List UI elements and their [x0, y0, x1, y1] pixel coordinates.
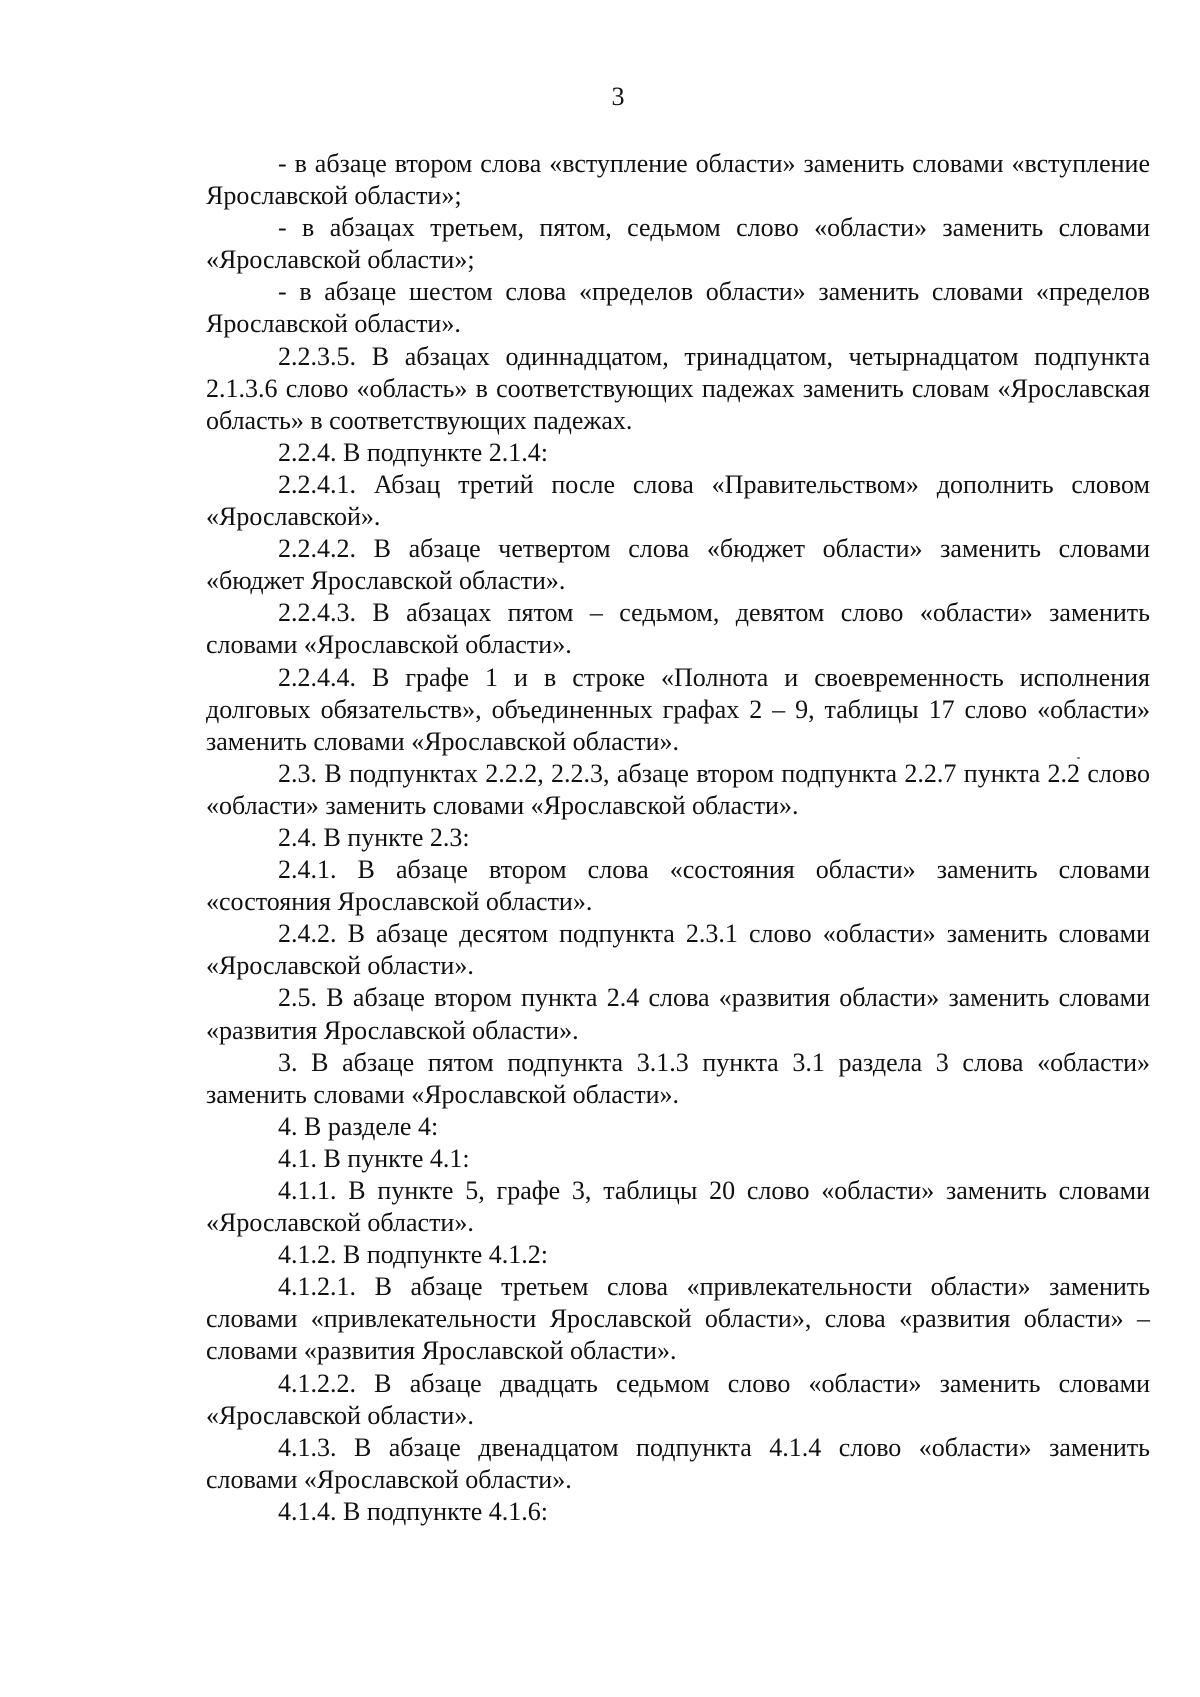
scan-speck: [1077, 757, 1080, 759]
paragraph: - в абзаце втором слова «вступление области» заменить словами «вступление Ярославской области»;: [206, 149, 1150, 211]
paragraph: 4.1.3. В абзаце двенадцатом подпункта 4.1.4 слово «области» заменить словами «Ярославской области».: [206, 1432, 1150, 1494]
document-body: [206, 148, 1150, 1528]
paragraph: 4.1.2.2. В абзаце двадцать седьмом слово «области» заменить словами «Ярославской области».: [206, 1368, 1150, 1430]
paragraph: 2.2.4.1. Абзац третий после слова «Правительством» дополнить словом «Ярославской».: [206, 469, 1150, 532]
paragraph: 2.5. В абзаце втором пункта 2.4 слова «развития области» заменить словами «развития Ярославской области».: [206, 983, 1150, 1045]
paragraph: 2.2.3.5. В абзацах одиннадцатом, тринадцатом, четырнадцатом подпункта 2.1.3.6 слово «область» в соответствующих падежах заменить словам «Ярославская область» в соответствующих падежах.: [206, 341, 1150, 435]
paragraph: 4.1.1. В пункте 5, графе 3, таблицы 20 слово «области» заменить словами «Ярославской области».: [206, 1176, 1150, 1238]
paragraph: 2.4.2. В абзаце десятом подпункта 2.3.1 слово «области» заменить словами «Ярославской области».: [206, 919, 1150, 981]
paragraph: 4.1.4. В подпункте 4.1.6:: [278, 1496, 548, 1526]
paragraph: 2.4. В пункте 2.3:: [278, 822, 470, 852]
paragraph: - в абзаце шестом слова «пределов области» заменить словами «пределов Ярославской области».: [206, 277, 1150, 339]
paragraph: 4. В разделе 4:: [278, 1111, 439, 1141]
page-number: 3: [611, 82, 625, 111]
paragraph: 2.2.4. В подпункте 2.1.4:: [278, 437, 548, 467]
paragraph: 3. В абзаце пятом подпункта 3.1.3 пункта 3.1 раздела 3 слова «области» заменить словами «Ярославской области».: [206, 1047, 1150, 1109]
paragraph: 4.1.2.1. В абзаце третьем слова «привлекательности области» заменить словами «привлекательности Ярославской области», слова «развития области» – словами «развития Ярославской области».: [206, 1272, 1150, 1366]
paragraph: 2.2.4.3. В абзацах пятом – седьмом, девятом слово «области» заменить словами «Ярославской области».: [206, 598, 1150, 660]
paragraph: 4.1. В пункте 4.1:: [278, 1143, 470, 1173]
paragraph: 2.2.4.2. В абзаце четвертом слова «бюджет области» заменить словами «бюджет Ярославской области».: [206, 534, 1150, 596]
paragraph: 2.3. В подпунктах 2.2.2, 2.2.3, абзаце втором подпункта 2.2.7 пункта 2.2 слово «области» заменить словами «Ярославской области».: [206, 758, 1150, 820]
paragraph: 2.2.4.4. В графе 1 и в строке «Полнота и своевременность исполнения долговых обязательств», объединенных графах 2 – 9, таблицы 17 слово «области» заменить словами «Ярославской области».: [206, 662, 1150, 756]
paragraph: - в абзацах третьем, пятом, седьмом слово «области» заменить словами «Ярославской области»;: [206, 213, 1150, 275]
paragraph: 4.1.2. В подпункте 4.1.2:: [278, 1240, 548, 1270]
paragraph: 2.4.1. В абзаце втором слова «состояния области» заменить словами «состояния Ярославской области».: [206, 855, 1150, 917]
